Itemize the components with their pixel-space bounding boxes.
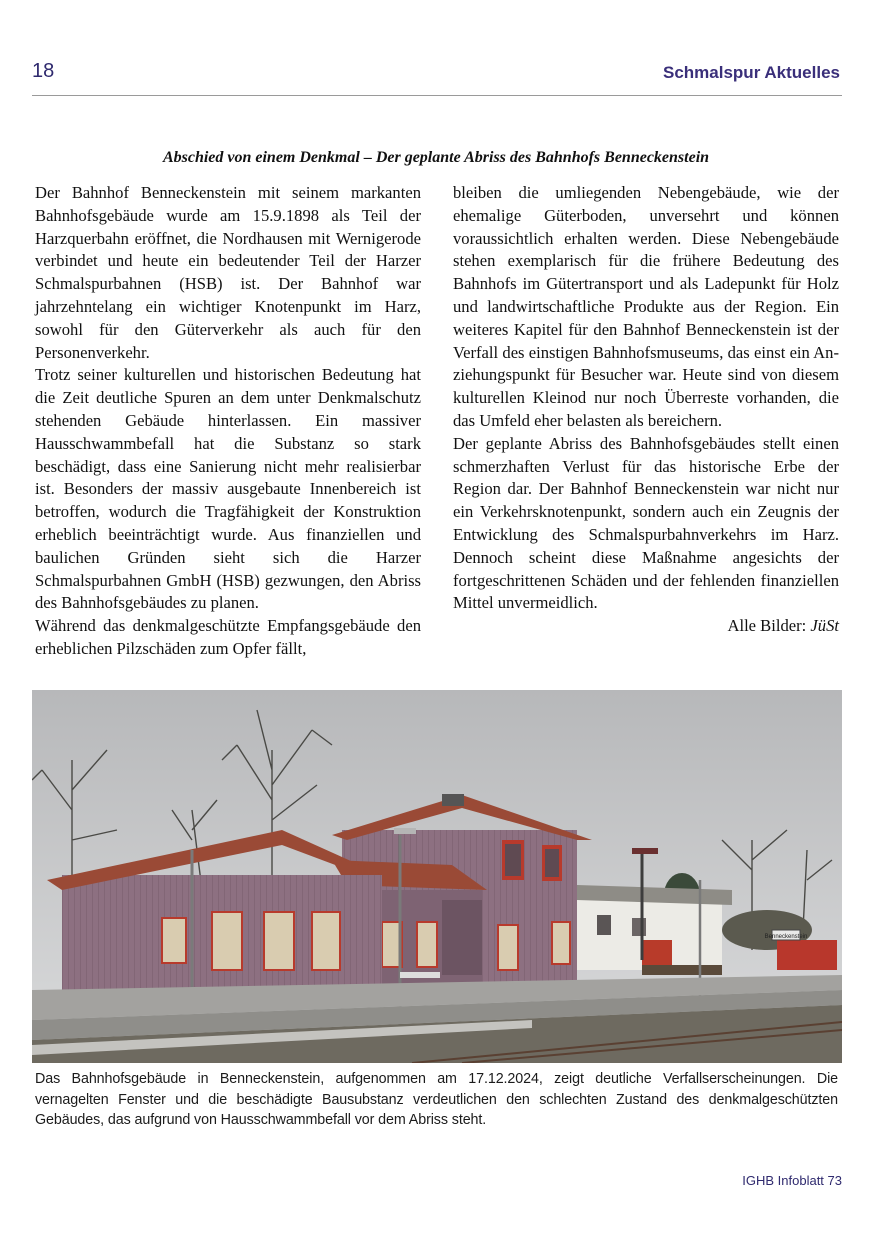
photo-credit bbox=[453, 615, 839, 638]
photo-caption: Das Bahnhofsgebäude in Benneckenstein, aufgenommen am 17.12.2024, zeigt deutliche Verfallserscheinungen. Die vernagelten Fenster und die beschädigte Bausubstanz verdeutlichen den schlechten Zustand des denkmalgeschützten Gebäudes, das aufgrund von Hausschwammbefall vor dem Abriss steht. bbox=[35, 1071, 838, 1128]
article-column-left bbox=[35, 182, 421, 661]
footer-publication: IGHB Infoblatt 73 bbox=[742, 1173, 842, 1188]
paragraph: bleiben die umliegenden Nebengebäude, wie der ehemalige Güterboden, unversehrt und können voraussichtlich erhalten werden. Diese Nebengebäude stehen exemplarisch für die frühere Bedeutung des Bahnhofs im Gütertransport und als Ladepunkt für Holz und landwirtschaftliche Produkte aus der Region. Ein weiteres Kapitel für den Bahnhof Benneckenstein ist der Verfall des einstigen Bahnhofsmuseums, das einst ein Anziehungspunkt für Besucher war. Heute sind von diesem kulturellen Kleinod nur noch Überreste vorhanden, die das Umfeld eher belasten als bereichern. bbox=[453, 183, 839, 430]
station-sign: Benneckenstein bbox=[764, 934, 808, 940]
page-number: 18 bbox=[32, 60, 55, 82]
paragraph: Der geplante Abriss des Bahnhofsgebäudes stellt einen schmerzhaften Verlust für das historische Erbe der Region dar. Der Bahnhof Benneckenstein war nicht nur ein Verkehrsknotenpunkt, sondern auch ein Zeugnis der Entwicklung des Schmalspurbahnverkehrs im Harz. Dennoch scheint diese Maßnahme angesichts der fortgeschrittenen Schäden und der fehlenden finanziellen Mittel unvermeidlich. bbox=[453, 433, 839, 613]
section-title: Schmalspur Aktuelles bbox=[663, 63, 840, 82]
header-divider bbox=[32, 95, 842, 96]
photo-credit-author: JüSt bbox=[810, 616, 839, 636]
article-column-right bbox=[453, 182, 839, 661]
paragraph: Der Bahnhof Benneckenstein mit seinem markanten Bahnhofsgebäude wurde am 15.9.1898 als Teil der Harzquerbahn eröffnet, die Nordhausen mit Wernigerode verbindet und heute ein bedeutender Teil der Harzer Schmalspurbahnen (HSB) ist. Der Bahnhof war jahrzehntelang ein wichtiger Knotenpunkt im Harz, sowohl für den Güterverkehr als auch für den Personenverkehr. bbox=[35, 183, 421, 362]
paragraph: Trotz seiner kulturellen und historischen Bedeutung hat die Zeit deutliche Spuren an dem unter Denkmalschutz stehenden Gebäude hinterlassen. Ein massiver Hausschwammbefall hat die Substanz so stark beschädigt, dass eine Sanierung nicht mehr realisierbar ist. Besonders der massiv ausgebaute Innenbereich ist betroffen, wodurch die Tragfähigkeit der Konstruktion erheblich beeinträchtigt wurde. Aus finanziellen und baulichen Gründen sieht sich die Harzer Schmalspurbahnen GmbH (HSB) gezwungen, den Abriss des Bahnhofsgebäudes zu planen. bbox=[35, 365, 421, 613]
article-title: Abschied von einem Denkmal – Der geplante Abriss des Bahnhofs Benneckenstein bbox=[162, 149, 710, 166]
photo-credit-label: Alle Bilder: bbox=[727, 616, 811, 636]
paragraph: Während das denkmalgeschützte Empfangsgebäude den erheblichen Pilzschäden zum Opfer fällt, bbox=[35, 616, 421, 658]
station-photo bbox=[32, 690, 842, 1063]
article-body bbox=[35, 182, 839, 661]
